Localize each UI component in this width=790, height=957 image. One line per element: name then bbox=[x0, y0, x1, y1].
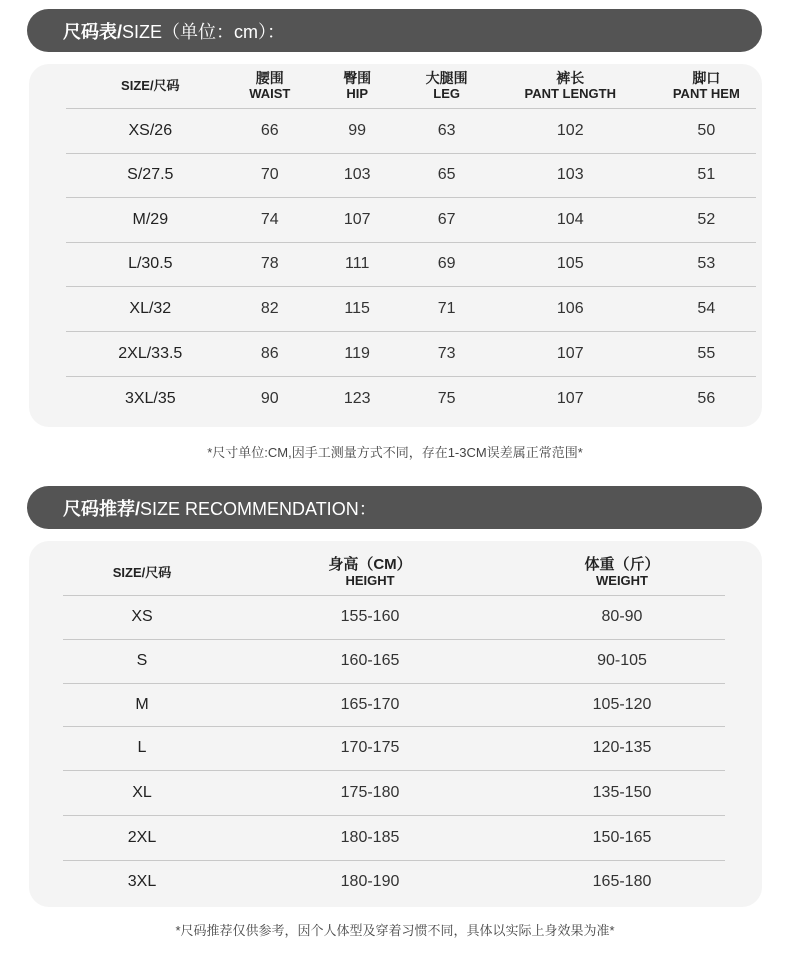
header-leg: 大腿围 LEG bbox=[425, 69, 468, 101]
value-cell: 165-170 bbox=[221, 683, 519, 726]
value-cell: 170-175 bbox=[221, 726, 519, 770]
value-cell: 106 bbox=[484, 286, 657, 331]
value-cell: 103 bbox=[484, 153, 657, 197]
value-cell: 107 bbox=[484, 331, 657, 376]
recommendation-banner-bold: 尺码推荐/ bbox=[63, 498, 141, 519]
size-cell: XL/32 bbox=[66, 286, 235, 331]
size-chart-banner-light: SIZE（单位：cm）： bbox=[122, 21, 286, 42]
value-cell: 55 bbox=[657, 331, 756, 376]
size-chart-header-row bbox=[66, 64, 756, 108]
header-pant-length: 裤长 PANT LENGTH bbox=[524, 69, 616, 101]
value-cell: 86 bbox=[235, 331, 305, 376]
table-row bbox=[66, 153, 756, 197]
table-row bbox=[63, 639, 725, 683]
table-row bbox=[66, 108, 756, 153]
value-cell: 65 bbox=[409, 153, 483, 197]
value-cell: 78 bbox=[235, 242, 305, 286]
size-cell: M bbox=[63, 683, 221, 726]
value-cell: 105 bbox=[484, 242, 657, 286]
table-row bbox=[66, 331, 756, 376]
value-cell: 74 bbox=[235, 197, 305, 242]
value-cell: 160-165 bbox=[221, 639, 519, 683]
header-waist: 腰围 WAIST bbox=[249, 69, 291, 101]
size-cell: XL bbox=[63, 770, 221, 815]
value-cell: 115 bbox=[305, 286, 409, 331]
value-cell: 69 bbox=[409, 242, 483, 286]
table-row bbox=[66, 197, 756, 242]
size-chart-banner bbox=[27, 9, 762, 52]
value-cell: 52 bbox=[657, 197, 756, 242]
table-row bbox=[63, 815, 725, 860]
value-cell: 67 bbox=[409, 197, 483, 242]
value-cell: 175-180 bbox=[221, 770, 519, 815]
size-cell: M/29 bbox=[66, 197, 235, 242]
value-cell: 53 bbox=[657, 242, 756, 286]
value-cell: 73 bbox=[409, 331, 483, 376]
value-cell: 90 bbox=[235, 376, 305, 421]
size-cell: 3XL bbox=[63, 860, 221, 904]
value-cell: 70 bbox=[235, 153, 305, 197]
value-cell: 71 bbox=[409, 286, 483, 331]
size-cell: XS bbox=[63, 595, 221, 639]
recommendation-banner-light: SIZE RECOMMENDATION： bbox=[140, 498, 377, 519]
value-cell: 56 bbox=[657, 376, 756, 421]
size-cell: 2XL/33.5 bbox=[66, 331, 235, 376]
table-row bbox=[63, 770, 725, 815]
size-cell: 3XL/35 bbox=[66, 376, 235, 421]
value-cell: 51 bbox=[657, 153, 756, 197]
value-cell: 120-135 bbox=[519, 726, 725, 770]
recommendation-card bbox=[29, 541, 762, 907]
size-cell: S bbox=[63, 639, 221, 683]
value-cell: 165-180 bbox=[519, 860, 725, 904]
size-chart-banner-bold: 尺码表/ bbox=[63, 21, 123, 42]
value-cell: 107 bbox=[305, 197, 409, 242]
header-height: 身高（CM） HEIGHT bbox=[328, 556, 412, 589]
size-cell: 2XL bbox=[63, 815, 221, 860]
value-cell: 180-190 bbox=[221, 860, 519, 904]
size-cell: XS/26 bbox=[66, 108, 235, 153]
table-row bbox=[63, 595, 725, 639]
size-chart-note: *尺寸单位:CM,因手工测量方式不同，存在1-3CM误差属正常范围* bbox=[207, 445, 583, 460]
recommendation-table bbox=[63, 552, 725, 904]
recommendation-note: *尺码推荐仅供参考，因个人体型及穿着习惯不同，具体以实际上身效果为准* bbox=[175, 923, 615, 938]
value-cell: 103 bbox=[305, 153, 409, 197]
value-cell: 75 bbox=[409, 376, 483, 421]
size-chart-table bbox=[66, 64, 756, 421]
size-cell: L/30.5 bbox=[66, 242, 235, 286]
value-cell: 50 bbox=[657, 108, 756, 153]
value-cell: 66 bbox=[235, 108, 305, 153]
value-cell: 82 bbox=[235, 286, 305, 331]
value-cell: 123 bbox=[305, 376, 409, 421]
value-cell: 80-90 bbox=[519, 595, 725, 639]
table-row bbox=[66, 242, 756, 286]
value-cell: 180-185 bbox=[221, 815, 519, 860]
value-cell: 150-165 bbox=[519, 815, 725, 860]
size-cell: L bbox=[63, 726, 221, 770]
header-weight: 体重（斤） WEIGHT bbox=[584, 556, 660, 589]
recommendation-banner bbox=[27, 486, 762, 529]
recommendation-header-row bbox=[63, 552, 725, 595]
value-cell: 63 bbox=[409, 108, 483, 153]
value-cell: 102 bbox=[484, 108, 657, 153]
table-row bbox=[63, 860, 725, 904]
header-size: SIZE/尺码 bbox=[112, 565, 172, 581]
value-cell: 99 bbox=[305, 108, 409, 153]
value-cell: 105-120 bbox=[519, 683, 725, 726]
size-chart-card bbox=[29, 64, 762, 427]
value-cell: 104 bbox=[484, 197, 657, 242]
header-pant-hem: 脚口 PANT HEM bbox=[672, 69, 740, 101]
header-size: SIZE/尺码 bbox=[121, 77, 180, 93]
value-cell: 119 bbox=[305, 331, 409, 376]
table-row bbox=[66, 376, 756, 421]
size-cell: S/27.5 bbox=[66, 153, 235, 197]
table-row bbox=[63, 726, 725, 770]
value-cell: 135-150 bbox=[519, 770, 725, 815]
value-cell: 155-160 bbox=[221, 595, 519, 639]
table-row bbox=[63, 683, 725, 726]
header-hip: 臀围 HIP bbox=[343, 69, 372, 101]
value-cell: 111 bbox=[305, 242, 409, 286]
value-cell: 107 bbox=[484, 376, 657, 421]
value-cell: 90-105 bbox=[519, 639, 725, 683]
value-cell: 54 bbox=[657, 286, 756, 331]
table-row bbox=[66, 286, 756, 331]
